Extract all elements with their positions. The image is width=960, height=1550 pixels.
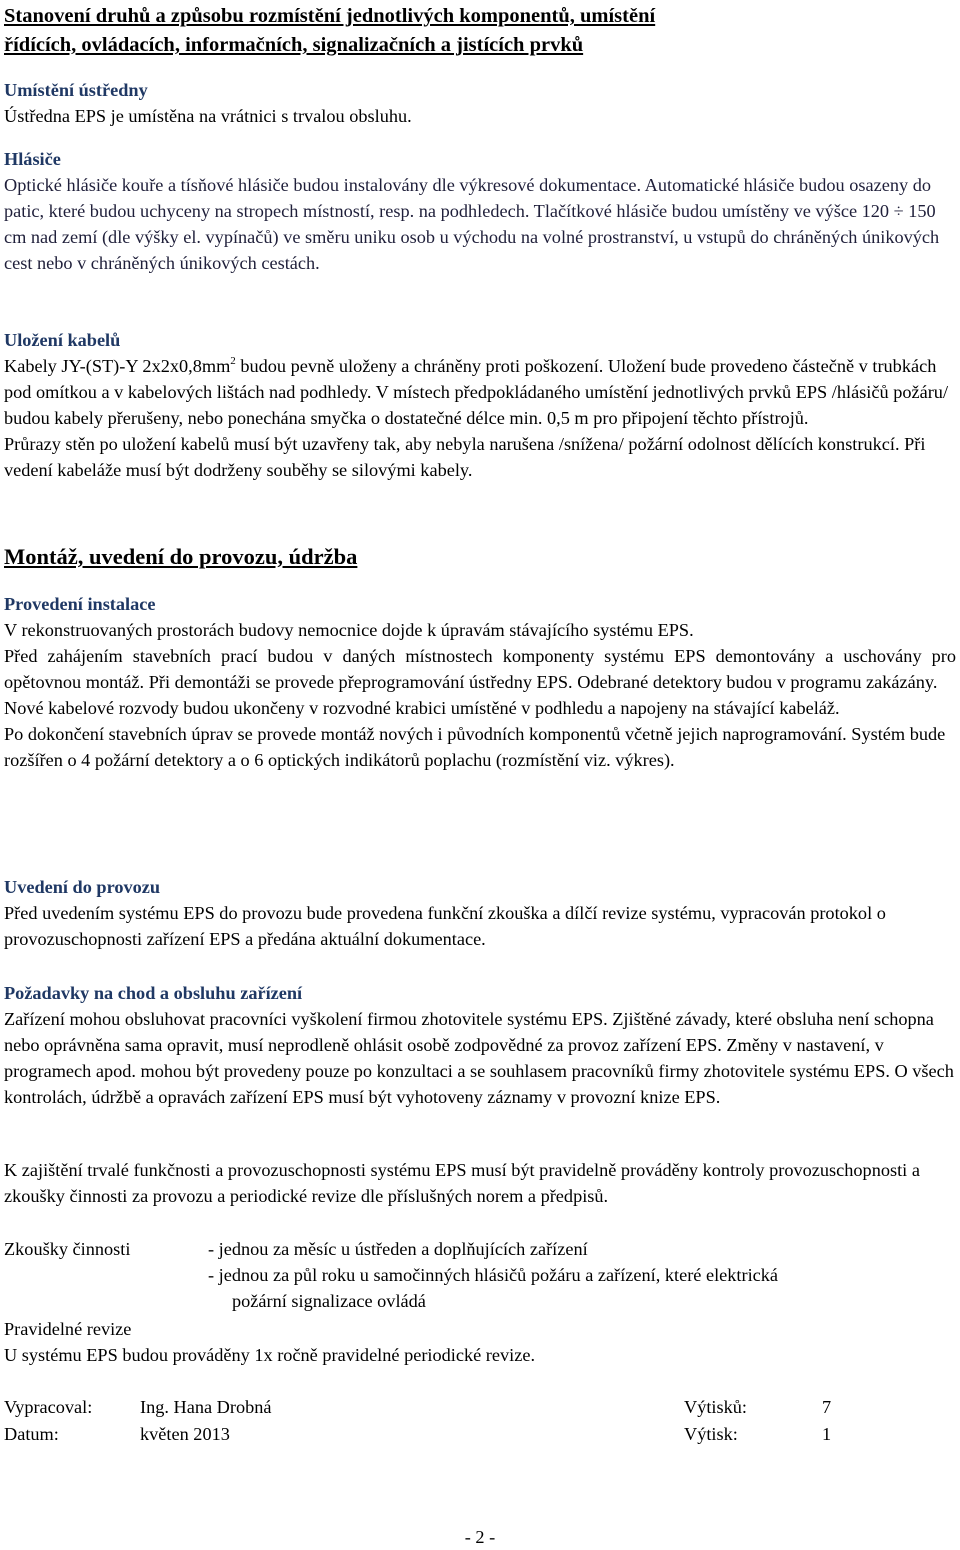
revize-label: Pravidelné revize [4,1319,132,1339]
text-kabely-after: budou pevně uloženy a chráněny proti poškození. Uložení bude provedeno částečně v trubkách pod omítkou a v kabelových lištách nad podhledy. V místech předpokládaného umístění jednotlivých prvků EPS /hlásičů požáru/ budou kabely přerušeny, nebo ponechána smyčka o dostatečné délce min. 0,5 m pro připojení těchto přístrojů. [4,356,949,428]
revize-text: U systému EPS budou prováděny 1x ročně pravidelné periodické revize. [4,1345,536,1365]
title-line-2: řídících, ovládacích, informačních, signalizačních a jistících prvků [4,34,584,56]
heading-umisteni: Umístění ústředny [4,80,148,100]
text-provedeni-2: Před zahájením stavebních prací budou v daných místnostech komponenty systému EPS demontovány a uschovány pro opětovnou montáž. Při demontáži se provede přeprogramování ústředny EPS. Odebrané detektory budou v programu zakázány. [4,646,956,692]
vytisk-label: Výtisk: [684,1424,738,1444]
text-provedeni-1: V rekonstruovaných prostorách budovy nemocnice dojde k úpravám stávajícího systému EPS. [4,620,694,640]
datum-value: květen 2013 [140,1424,230,1444]
heading-kabely: Uložení kabelů [4,330,121,350]
text-kabely-sup: 2 [230,355,236,367]
section-montaz [4,542,956,572]
title-line-1: Stanovení druhů a způsobu rozmístění jednotlivých komponentů, umístění [4,5,656,27]
vypracoval-label: Vypracoval: [4,1397,93,1417]
text-provedeni-3: Nové kabelové rozvody budou ukončeny v rozvodné krabici umístěné v podhledu a napojeny na stávající kabeláž. [4,698,840,718]
vytisku-value: 7 [822,1397,832,1417]
section-hlasice [4,146,956,276]
page-title [4,2,956,60]
text-kabely-before: Kabely JY-(ST)-Y 2x2x0,8mm [4,356,231,376]
vypracoval-value: Ing. Hana Drobná [140,1397,272,1417]
text-hlasice: Optické hlásiče kouře a tísňové hlásiče budou instalovány dle výkresové dokumentace. Automatické hlásiče budou osazeny do patic, které budou uchyceny na stropech místností, resp. na podhledech. Tlačítkové hlásiče budou umístěny ve výšce 120 ÷ 150 cm nad zemí (dle výšky el. vypínačů) ve směru uniku osob u východu na volné prostranství, u vstupů do chráněných únikových cest nebo v chráněných únikových cestách. [4,175,940,273]
section-provedeni [4,591,956,773]
heading-montaz: Montáž, uvedení do provozu, údržba [4,544,358,569]
text-zajisteni: K zajištění trvalé funkčnosti a provozuschopnosti systému EPS musí být pravidelně prováděny kontroly provozuschopnosti a zkoušky činnosti za provozu a periodické revize dle příslušných norem a předpisů. [4,1160,920,1206]
section-revize [4,1316,956,1368]
zkousky-item-2: - jednou za půl roku u samočinných hlásičů požáru a zařízení, které elektrická [208,1265,779,1285]
section-zajisteni [4,1157,956,1209]
heading-uvedeni: Uvedení do provozu [4,877,161,897]
text-pozadavky: Zařízení mohou obsluhovat pracovníci vyškolení firmou zhotovitele systému EPS. Zjištěné závady, které obsluha není schopna nebo oprávněna sama opravit, musí neprodleně ohlásit osobě zodpovědné za provoz zařízení EPS. Změny v nastavení, v programech apod. mohou být provedeny pouze po konzultaci a se souhlasem pracovníků firmy zhotovitele systému EPS. O všech kontrolách, údržbě a opravách zařízení EPS musí být vyhotoveny záznamy v provozní knize EPS. [4,1009,954,1107]
section-uvedeni [4,874,956,952]
page-number: - 2 - [464,1527,496,1547]
datum-label: Datum: [4,1424,59,1444]
section-umisteni [4,77,956,129]
section-kabely [4,327,956,483]
heading-provedeni: Provedení instalace [4,594,156,614]
zkousky-item-2-cont: požární signalizace ovládá [232,1291,426,1311]
zkousky-label: Zkoušky činnosti [4,1239,131,1259]
vytisk-value: 1 [822,1424,832,1444]
text-kabely [4,353,956,431]
heading-hlasice: Hlásiče [4,149,61,169]
text-provedeni-4: Po dokončení stavebních úprav se provede montáž nových i původních komponentů včetně jejich naprogramování. Systém bude rozšířen o 4 požární detektory a o 6 optických indikátorů poplachu (rozmístění viz. výkres). [4,724,946,770]
zkousky-item-1: - jednou za měsíc u ústředen a doplňujících zařízení [208,1239,588,1259]
text-kabely-2: Průrazy stěn po uložení kabelů musí být uzavřeny tak, aby nebyla narušena /snížena/ požární odolnost dělících konstrukcí. Při vedení kabeláže musí být dodrženy souběhy se silovými kabely. [4,434,926,480]
vytisku-label: Výtisků: [684,1397,747,1417]
text-umisteni: Ústředna EPS je umístěna na vrátnici s trvalou obsluhu. [4,106,412,126]
section-pozadavky [4,980,956,1110]
text-uvedeni: Před uvedením systému EPS do provozu bude provedena funkční zkouška a dílčí revize systému, vypracován protokol o provozuschopnosti zařízení EPS a předána aktuální dokumentace. [4,903,886,949]
heading-pozadavky: Požadavky na chod a obsluhu zařízení [4,983,303,1003]
